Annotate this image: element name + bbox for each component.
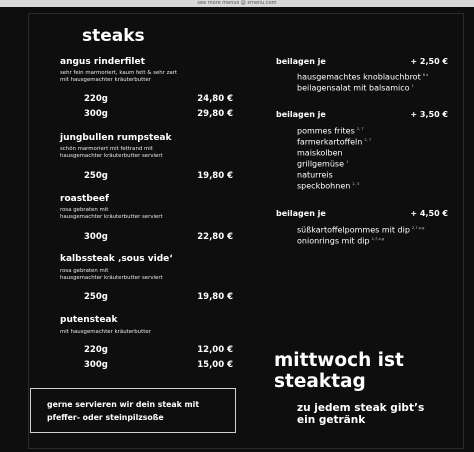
item-price: 22,80 € (197, 232, 233, 242)
item-desc: schön marmoriert mit fettrand mit (60, 146, 153, 152)
item-weight: 250g (84, 171, 108, 181)
item-desc: hausgemachter kräuterbutter serviert (60, 214, 163, 220)
side-item: farmerkartoffeln $^{2, 7}$ (297, 137, 372, 147)
item-desc: mit hausgemachter kräuterbutter (60, 77, 151, 83)
item-name: angus rinderfilet (60, 57, 145, 67)
item-desc: sehr fein marmoriert, kaum fett & sehr zart (60, 70, 178, 76)
sauce-note-text (47, 398, 199, 424)
item-weight: 300g (84, 360, 108, 370)
item-desc: hausgemachter kräuterbutter serviert (60, 275, 163, 281)
item-name: roastbeef (60, 194, 109, 204)
side-item: süßkartoffelpommes mit dip $^{2,7,a,g}$ (297, 225, 425, 235)
item-weight: 220g (84, 94, 108, 104)
item-name: jungbullen rumpsteak (60, 133, 172, 143)
item-desc: mit hausgemachter kräuterbutter (60, 329, 151, 335)
side-item: onionrings mit dip $^{2,7,a,g}$ (297, 236, 385, 246)
item-price: 12,00 € (197, 345, 233, 355)
item-price: 19,80 € (197, 292, 233, 302)
item-price: 29,80 € (197, 109, 233, 119)
page-title: steaks (82, 26, 145, 46)
side-item: grillgemüse $^1$ (297, 159, 349, 169)
side-item: speckbohnen $^{2, 3}$ (297, 181, 360, 191)
sides-price: + 2,50 € (410, 57, 448, 66)
side-item: hausgemachtes knoblauchbrot $^{6 a}$ (297, 72, 429, 82)
item-desc: rosa gebraten mit (60, 268, 109, 274)
sides-price: + 3,50 € (410, 110, 448, 119)
sides-heading: beilagen je (276, 57, 326, 66)
side-item: maiskolben (297, 148, 343, 158)
sides-heading: beilagen je (276, 110, 326, 119)
sides-heading: beilagen je (276, 209, 326, 218)
item-weight: 300g (84, 232, 108, 242)
sauce-note-line: gerne servieren wir dein steak mit (47, 400, 200, 409)
side-item: naturreis (297, 170, 333, 180)
item-desc: rosa gebraten mit (60, 207, 109, 213)
item-name: kalbssteak ‚sous vide‘ (60, 254, 173, 264)
watermark: see more menus @ zmenu.com (197, 0, 277, 6)
item-weight: 220g (84, 345, 108, 355)
promo-subtext: zu jedem steak gibt’s ein getränk (297, 402, 425, 426)
item-price: 19,80 € (197, 171, 233, 181)
item-name: putensteak (60, 315, 118, 325)
item-desc: hausgemachter kräuterbutter serviert (60, 153, 163, 159)
side-item: pommes frites $^{2, 7}$ (297, 126, 364, 136)
item-price: 15,00 € (197, 360, 233, 370)
promo-heading: mittwoch ist steaktag (274, 350, 404, 392)
side-item: beilagensalat mit balsamico $^1$ (297, 83, 414, 93)
sides-price: + 4,50 € (410, 209, 448, 218)
sauce-note-line: pfeffer- oder steinpilzsoße (47, 413, 164, 422)
sauce-note-box (30, 388, 236, 433)
item-weight: 250g (84, 292, 108, 302)
item-price: 24,80 € (197, 94, 233, 104)
item-weight: 300g (84, 109, 108, 119)
